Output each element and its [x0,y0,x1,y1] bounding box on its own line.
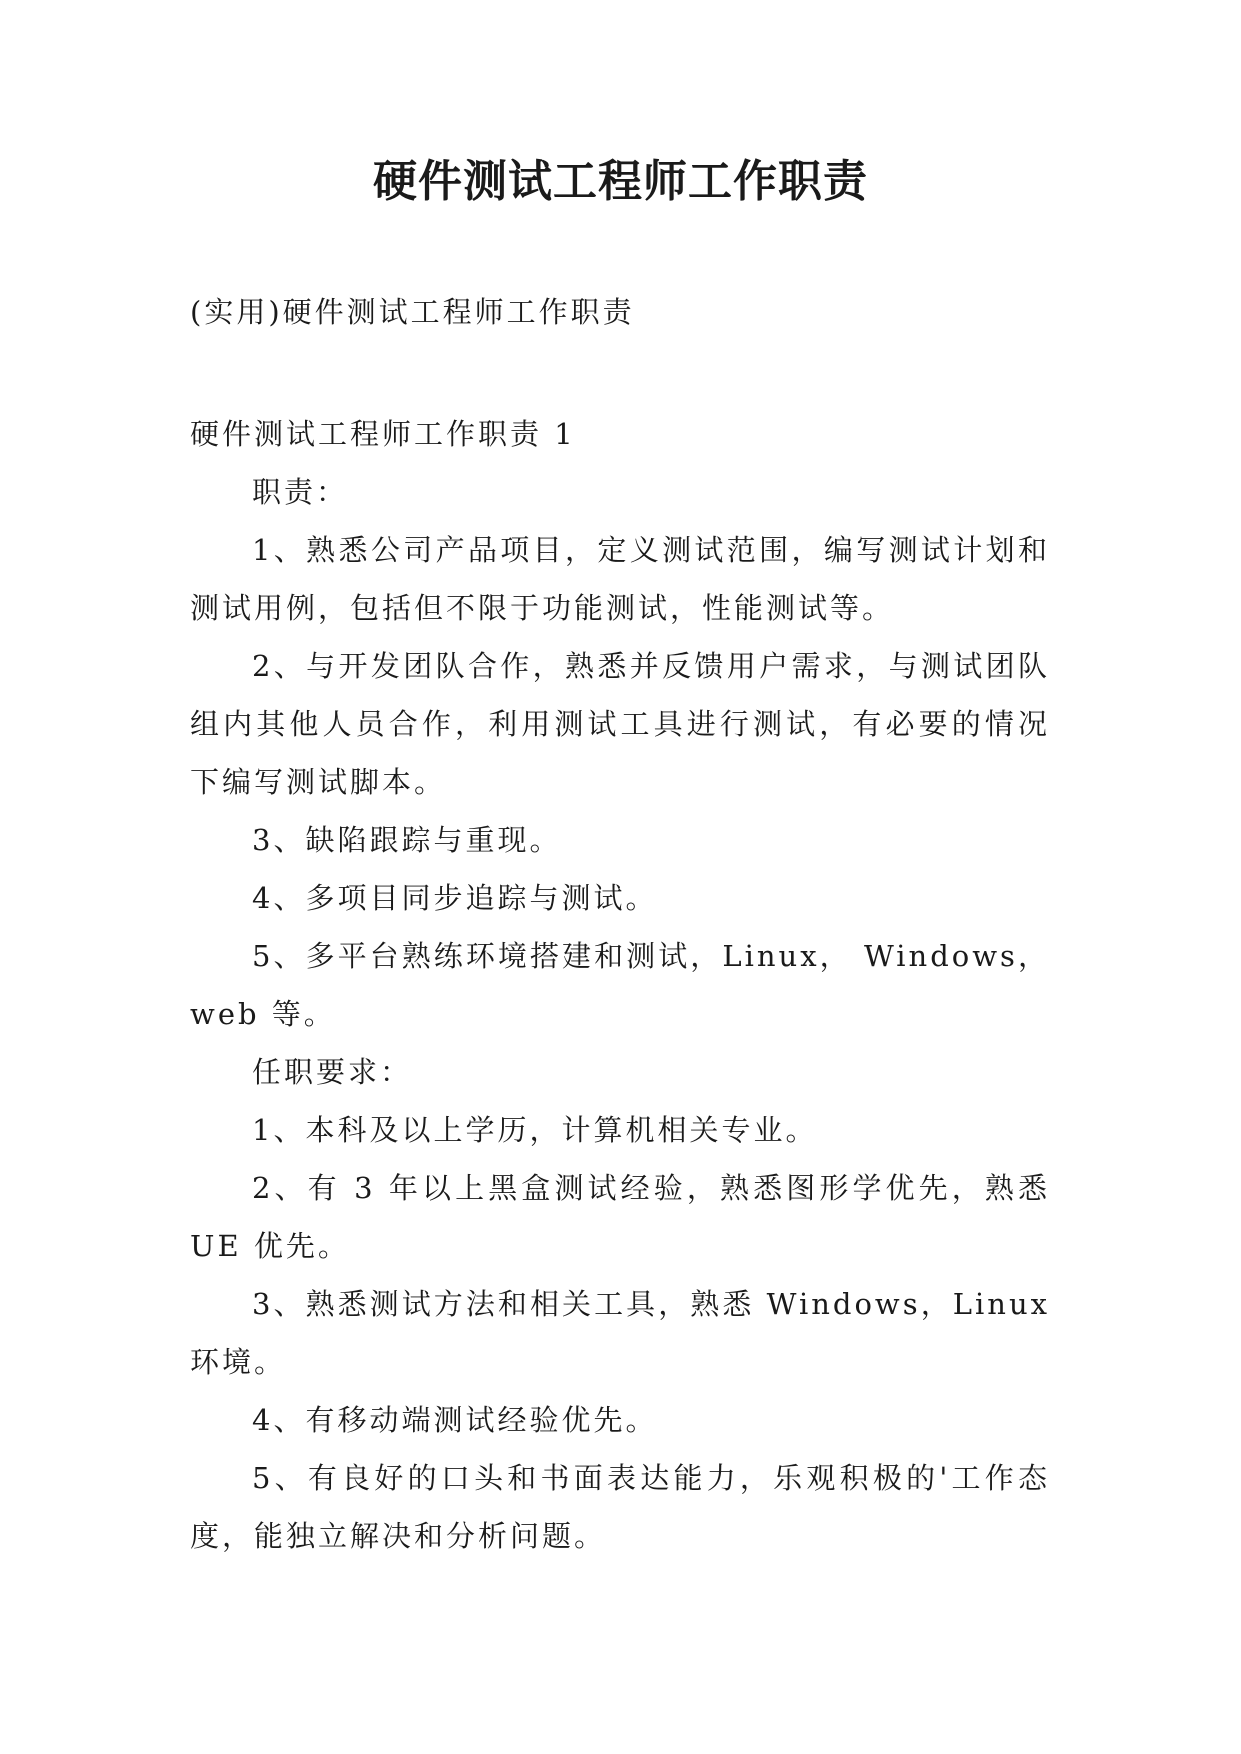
paragraph-requirements-heading: 任职要求： [252,1055,413,1089]
paragraph-requirement-5: 5、有良好的口头和书面表达能力，乐观积极的'工作态度，能独立解决和分析问题。 [190,1461,1050,1553]
document-body [190,405,1050,1565]
section-heading: 硬件测试工程师工作职责 1 [190,417,576,451]
paragraph-duty-3: 3、缺陷跟踪与重现。 [252,823,562,857]
paragraph-requirement-1: 1、本科及以上学历，计算机相关专业。 [252,1113,818,1147]
paragraph-duty-4: 4、多项目同步追踪与测试。 [252,881,658,915]
paragraph-duty-1: 1、熟悉公司产品项目，定义测试范围，编写测试计划和测试用例，包括但不限于功能测试，性能测试等。 [190,533,1050,625]
paragraph-requirement-3: 3、熟悉测试方法和相关工具，熟悉 Windows，Linux 环境。 [190,1287,1050,1379]
paragraph-duty-2: 2、与开发团队合作，熟悉并反馈用户需求，与测试团队组内其他人员合作，利用测试工具进行测试，有必要的情况下编写测试脚本。 [190,649,1050,799]
paragraph-responsibilities-heading: 职责： [252,475,349,509]
paragraph-requirement-4: 4、有移动端测试经验优先。 [252,1403,658,1437]
paragraph-duty-5: 5、多平台熟练环境搭建和测试，Linux， Windows，web 等。 [190,939,1050,1031]
document-title: 硬件测试工程师工作职责 [373,156,868,207]
document-subtitle: (实用)硬件测试工程师工作职责 [190,295,635,329]
paragraph-requirement-2: 2、有 3 年以上黑盒测试经验，熟悉图形学优先，熟悉 UE 优先。 [190,1171,1050,1263]
